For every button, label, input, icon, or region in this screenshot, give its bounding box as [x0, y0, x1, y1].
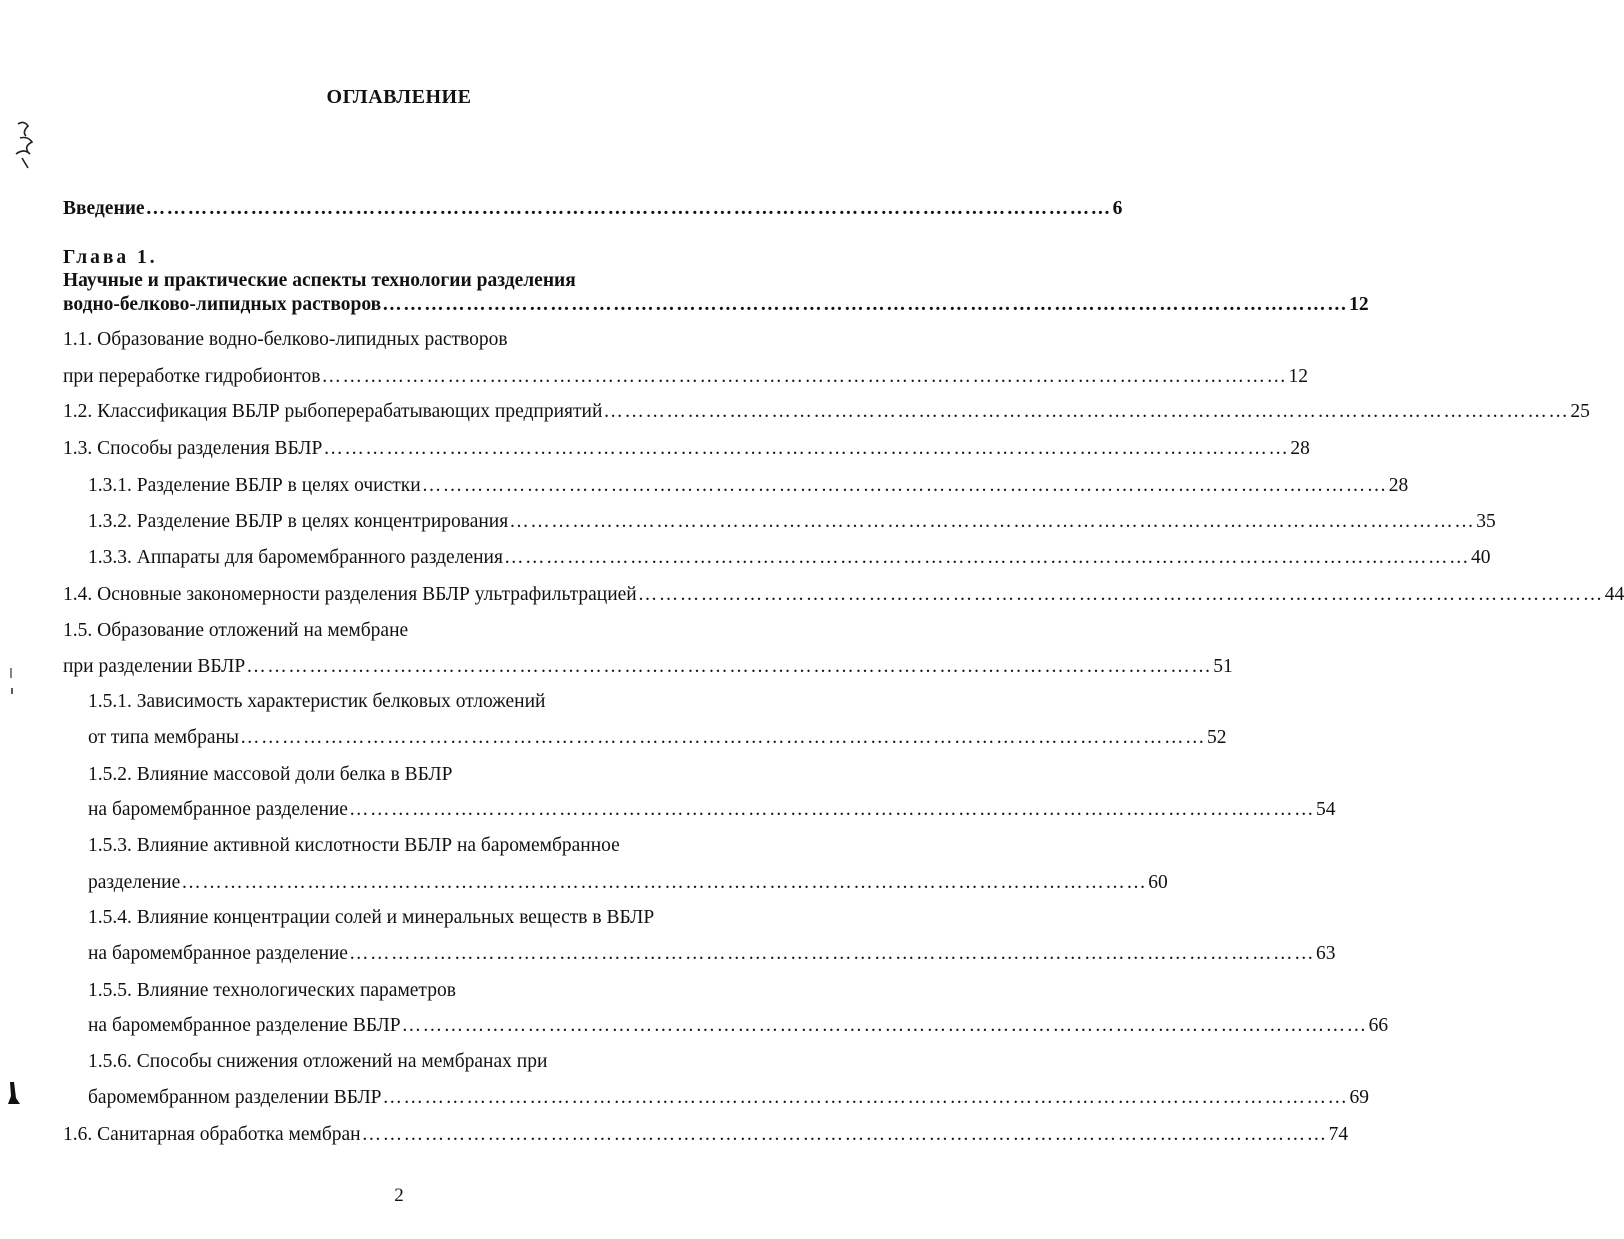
toc-entry-1-5-6-line1: 1.5.6. Способы снижения отложений на мембранах при [88, 1051, 548, 1072]
margin-mark [6, 664, 18, 700]
toc-entry-1-5[interactable]: при разделении ВБЛР ………………………………………………………………………………………………………………………… 51 [63, 656, 1233, 677]
toc-entry-1-5-6[interactable]: баромембранном разделении ВБЛР ………………………………………………………………………………………………………………………… 69 [88, 1087, 1370, 1108]
toc-entry-1-5-5[interactable]: на баромембранное разделение ВБЛР ………………………………………………………………………………………………………………………… 66 [88, 1015, 1389, 1036]
margin-blot [4, 1080, 22, 1106]
toc-entry-intro[interactable]: Введение ………………………………………………………………………………………………………………………… 6 [63, 198, 1123, 219]
toc-entry-1-5-1-line1: 1.5.1. Зависимость характеристик белковых отложений [88, 691, 546, 712]
toc-entry-1-5-3[interactable]: разделение ………………………………………………………………………………………………………………………… 60 [88, 872, 1168, 893]
toc-entry-1-5-1[interactable]: от типа мембраны ………………………………………………………………………………………………………………………… 52 [88, 727, 1227, 748]
toc-entry-1-2[interactable]: 1.2. Классификация ВБЛР рыбоперерабатывающих предприятий ………………………………………………………………………………………………………………………… 25 [63, 401, 1590, 422]
toc-entry-1-5-4-line1: 1.5.4. Влияние концентрации солей и минеральных веществ в ВБЛР [88, 907, 655, 928]
chapter-title-line1: Научные и практические аспекты технологии разделения [63, 270, 576, 291]
toc-entry-1-6[interactable]: 1.6. Санитарная обработка мембран ………………………………………………………………………………………………………………………… 74 [63, 1124, 1349, 1145]
toc-entry-1-1[interactable]: при переработке гидробионтов ………………………………………………………………………………………………………………………… 12 [63, 366, 1308, 387]
toc-entry-1-4[interactable]: 1.4. Основные закономерности разделения ВБЛР ультрафильтрацией ………………………………………………………………………………………………………………………… 44 [63, 584, 1624, 605]
toc-entry-1-5-2-line1: 1.5.2. Влияние массовой доли белка в ВБЛР [88, 764, 453, 785]
toc-entry-chapter1[interactable]: водно-белково-липидных растворов ………………………………………………………………………………………………………………………… 12 [63, 294, 1369, 315]
toc-entry-1-3-3[interactable]: 1.3.3. Аппараты для баромембранного разделения ………………………………………………………………………………………………………………………… 40 [88, 547, 1491, 568]
toc-entry-1-5-5-line1: 1.5.5. Влияние технологических параметров [88, 980, 456, 1001]
page-number: 2 [394, 1185, 404, 1206]
margin-handwriting [10, 118, 40, 178]
toc-entry-1-5-2[interactable]: на баромембранное разделение ………………………………………………………………………………………………………………………… 54 [88, 799, 1336, 820]
toc-entry-1-3[interactable]: 1.3. Способы разделения ВБЛР ………………………………………………………………………………………………………………………… 28 [63, 438, 1310, 459]
toc-entry-1-3-2[interactable]: 1.3.2. Разделение ВБЛР в целях концентрирования ………………………………………………………………………………………………………………………… 35 [88, 511, 1496, 532]
toc-entry-1-3-1[interactable]: 1.3.1. Разделение ВБЛР в целях очистки ………………………………………………………………………………………………………………………… 28 [88, 475, 1409, 496]
toc-entry-1-5-4[interactable]: на баромембранное разделение ………………………………………………………………………………………………………………………… 63 [88, 943, 1336, 964]
toc-entry-1-1-line1: 1.1. Образование водно-белково-липидных растворов [63, 329, 508, 350]
toc-entry-1-5-line1: 1.5. Образование отложений на мембране [63, 620, 409, 641]
page-title: ОГЛАВЛЕНИЕ [326, 86, 472, 108]
chapter-label: Глава 1. [63, 247, 158, 268]
toc-entry-1-5-3-line1: 1.5.3. Влияние активной кислотности ВБЛР на баромембранное [88, 835, 620, 856]
